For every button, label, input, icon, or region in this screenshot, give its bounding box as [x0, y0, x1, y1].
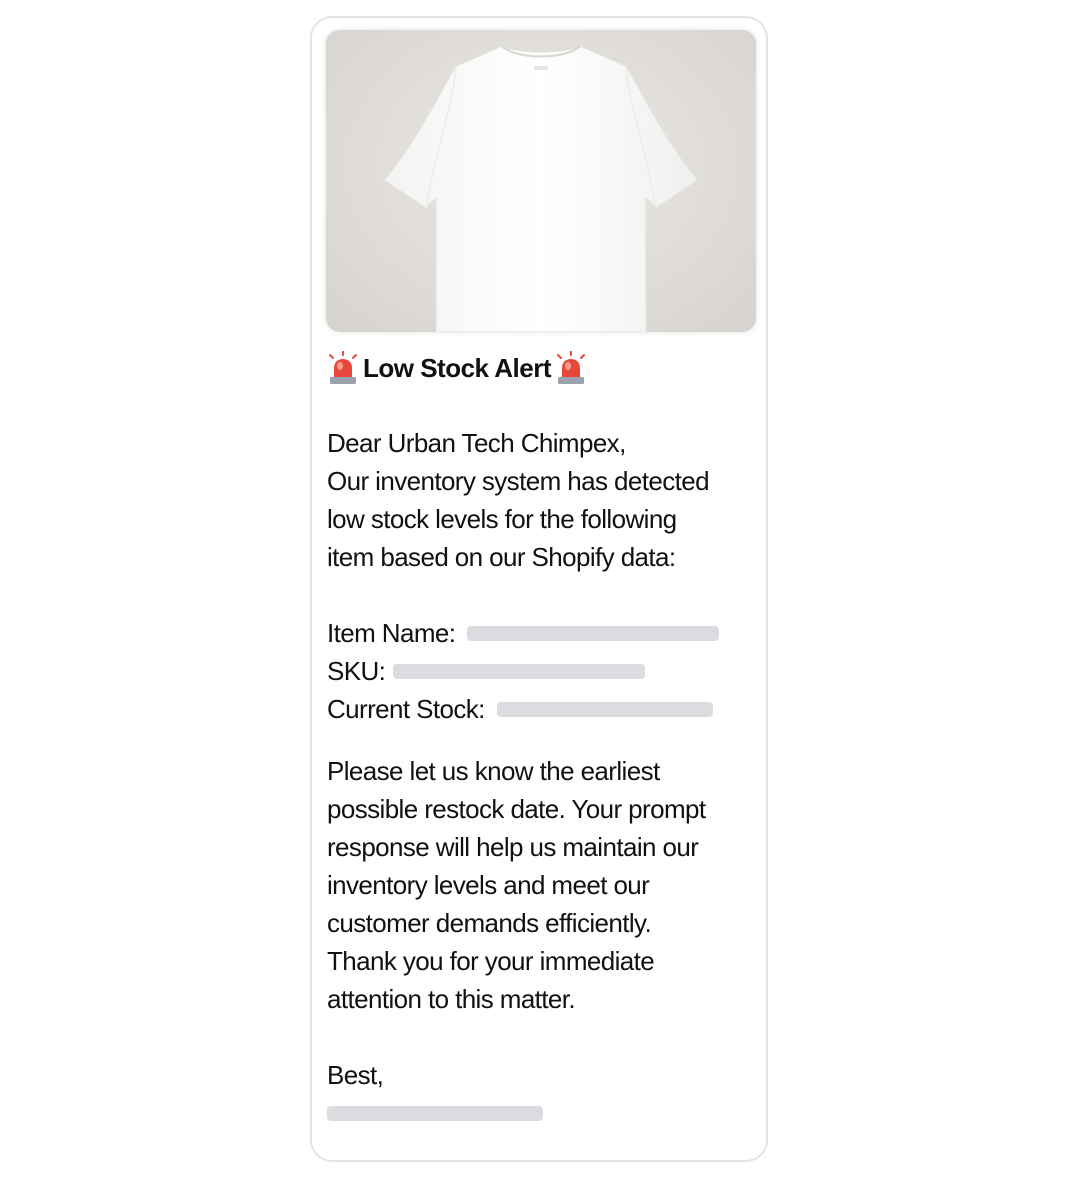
message-content — [327, 348, 757, 1132]
item-name-label: Item Name: — [327, 618, 456, 648]
sku-redacted — [393, 664, 645, 679]
sender-name-redacted — [327, 1106, 543, 1121]
current-stock-row — [327, 690, 757, 728]
current-stock-label: Current Stock: — [327, 694, 485, 724]
request-line: Thank you for your immediate — [327, 946, 655, 976]
police-car-light-icon — [327, 351, 359, 385]
current-stock-redacted — [497, 702, 713, 717]
request-line: customer demands efficiently. — [327, 908, 652, 938]
greeting: Dear Urban Tech Chimpex, — [327, 428, 626, 458]
spacer — [327, 728, 757, 752]
intro-line: item based on our Shopify data: — [327, 542, 676, 572]
tshirt-icon — [326, 30, 756, 332]
spacer — [327, 576, 757, 614]
intro-line: Our inventory system has detected — [327, 466, 709, 496]
alert-title-text: Low Stock Alert — [363, 352, 552, 383]
message-card — [310, 16, 768, 1162]
request-line: attention to this matter. — [327, 984, 576, 1014]
signoff: Best, — [327, 1060, 384, 1090]
item-name-row — [327, 614, 757, 652]
police-car-light-icon — [555, 351, 587, 385]
spacer — [327, 1018, 757, 1056]
sku-label: SKU: — [327, 656, 386, 686]
sku-row — [327, 652, 757, 690]
request-line: response will help us maintain our — [327, 832, 699, 862]
product-image — [326, 30, 756, 332]
alert-title — [327, 348, 757, 388]
request-line: Please let us know the earliest — [327, 756, 660, 786]
item-name-redacted — [467, 626, 719, 641]
sender-name-row — [327, 1094, 757, 1132]
intro-line: low stock levels for the following — [327, 504, 677, 534]
request-line: inventory levels and meet our — [327, 870, 650, 900]
request-line: possible restock date. Your prompt — [327, 794, 706, 824]
